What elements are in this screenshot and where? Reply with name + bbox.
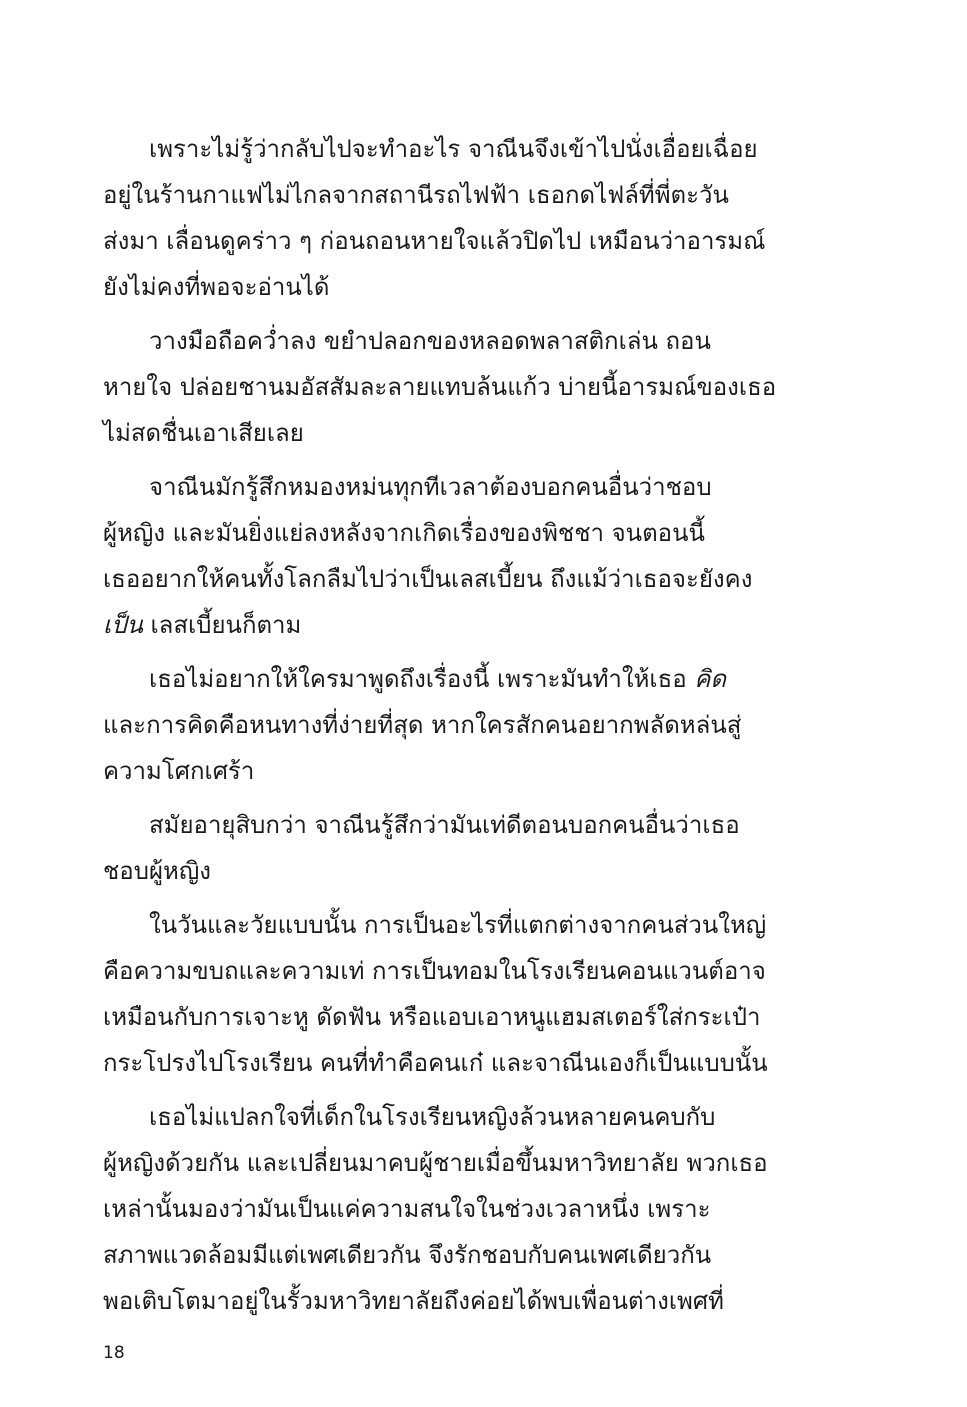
text-line: พอเติบโตมาอยู่ในรั้วมหาวิทยาลัยถึงค่อยได้พบเพื่อนต่างเพศที่ [103,1287,724,1315]
text-line [103,656,787,702]
paragraph-7 [103,1094,787,1324]
text-line: ชอบผู้หญิง [103,857,211,885]
text-line: สมัยอายุสิบกว่า จาณีนรู้สึกว่ามันเท่ดีตอนบอกคนอื่นว่าเธอ [149,811,740,839]
text-line [103,602,787,648]
emphasis-text: คิด [694,665,726,693]
text-segment: เลสเบี้ยนก็ตาม [142,611,302,639]
text-line: วางมือถือคว่ำลง ขยำปลอกของหลอดพลาสติกเล่น ถอน [149,327,711,355]
text-line: ผู้หญิงด้วยกัน และเปลี่ยนมาคบผู้ชายเมื่อขึ้นมหาวิทยาลัย พวกเธอ [103,1149,768,1177]
text-line: ผู้หญิง และมันยิ่งแย่ลงหลังจากเกิดเรื่องของพิชชา จนตอนนี้ [103,519,705,547]
text-line: เธออยากให้คนทั้งโลกลืมไปว่าเป็นเลสเบี้ยน ถึงแม้ว่าเธอจะยังคง [103,565,753,593]
text-line: เธอไม่แปลกใจที่เด็กในโรงเรียนหญิงล้วนหลายคนคบกับ [149,1103,716,1131]
text-segment: เธอไม่อยากให้ใครมาพูดถึงเรื่องนี้ เพราะมันทำให้เธอ [149,665,695,693]
text-line: อยู่ในร้านกาแฟไม่ไกลจากสถานีรถไฟฟ้า เธอกดไฟล์ที่พี่ตะวัน [103,181,729,209]
text-line: จาณีนมักรู้สึกหมองหม่นทุกทีเวลาต้องบอกคนอื่นว่าชอบ [149,473,712,501]
page-number: 18 [103,1343,125,1363]
text-line: คือความขบถและความเท่ การเป็นทอมในโรงเรียนคอนแวนต์อาจ [103,957,766,985]
text-line: ยังไม่คงที่พอจะอ่านได้ [103,273,330,301]
text-line: หายใจ ปล่อยชานมอัสสัมละลายแทบล้นแก้ว บ่ายนี้อารมณ์ของเธอ [103,373,777,401]
text-line: กระโปรงไปโรงเรียน คนที่ทำคือคนเก๋ และจาณีนเองก็เป็นแบบนั้น [103,1049,768,1077]
paragraph-4 [103,656,787,794]
paragraph-5 [103,802,787,894]
text-line: เหล่านั้นมองว่ามันเป็นแค่ความสนใจในช่วงเวลาหนึ่ง เพราะ [103,1195,711,1223]
text-line: ในวันและวัยแบบนั้น การเป็นอะไรที่แตกต่างจากคนส่วนใหญ่ [149,911,767,939]
text-line: ไม่สดชื่นเอาเสียเลย [103,419,304,447]
paragraph-3 [103,464,787,648]
emphasis-text: เป็น [103,611,143,639]
paragraph-6 [103,902,787,1086]
text-line: ความโศกเศร้า [103,757,255,785]
text-line: และการคิดคือหนทางที่ง่ายที่สุด หากใครสักคนอยากพลัดหล่นสู่ [103,711,742,739]
text-line: เพราะไม่รู้ว่ากลับไปจะทำอะไร จาณีนจึงเข้าไปนั่งเอื่อยเฉื่อย [149,135,758,163]
paragraph-2 [103,318,787,456]
text-line: เหมือนกับการเจาะหู ดัดฟัน หรือแอบเอาหนูแฮมสเตอร์ใส่กระเป๋า [103,1003,761,1031]
text-line: สภาพแวดล้อมมีแต่เพศเดียวกัน จึงรักชอบกับคนเพศเดียวกัน [103,1241,712,1269]
text-line: ส่งมา เลื่อนดูคร่าว ๆ ก่อนถอนหายใจแล้วปิดไป เหมือนว่าอารมณ์ [103,227,766,255]
page-body [103,126,787,1332]
paragraph-1 [103,126,787,310]
